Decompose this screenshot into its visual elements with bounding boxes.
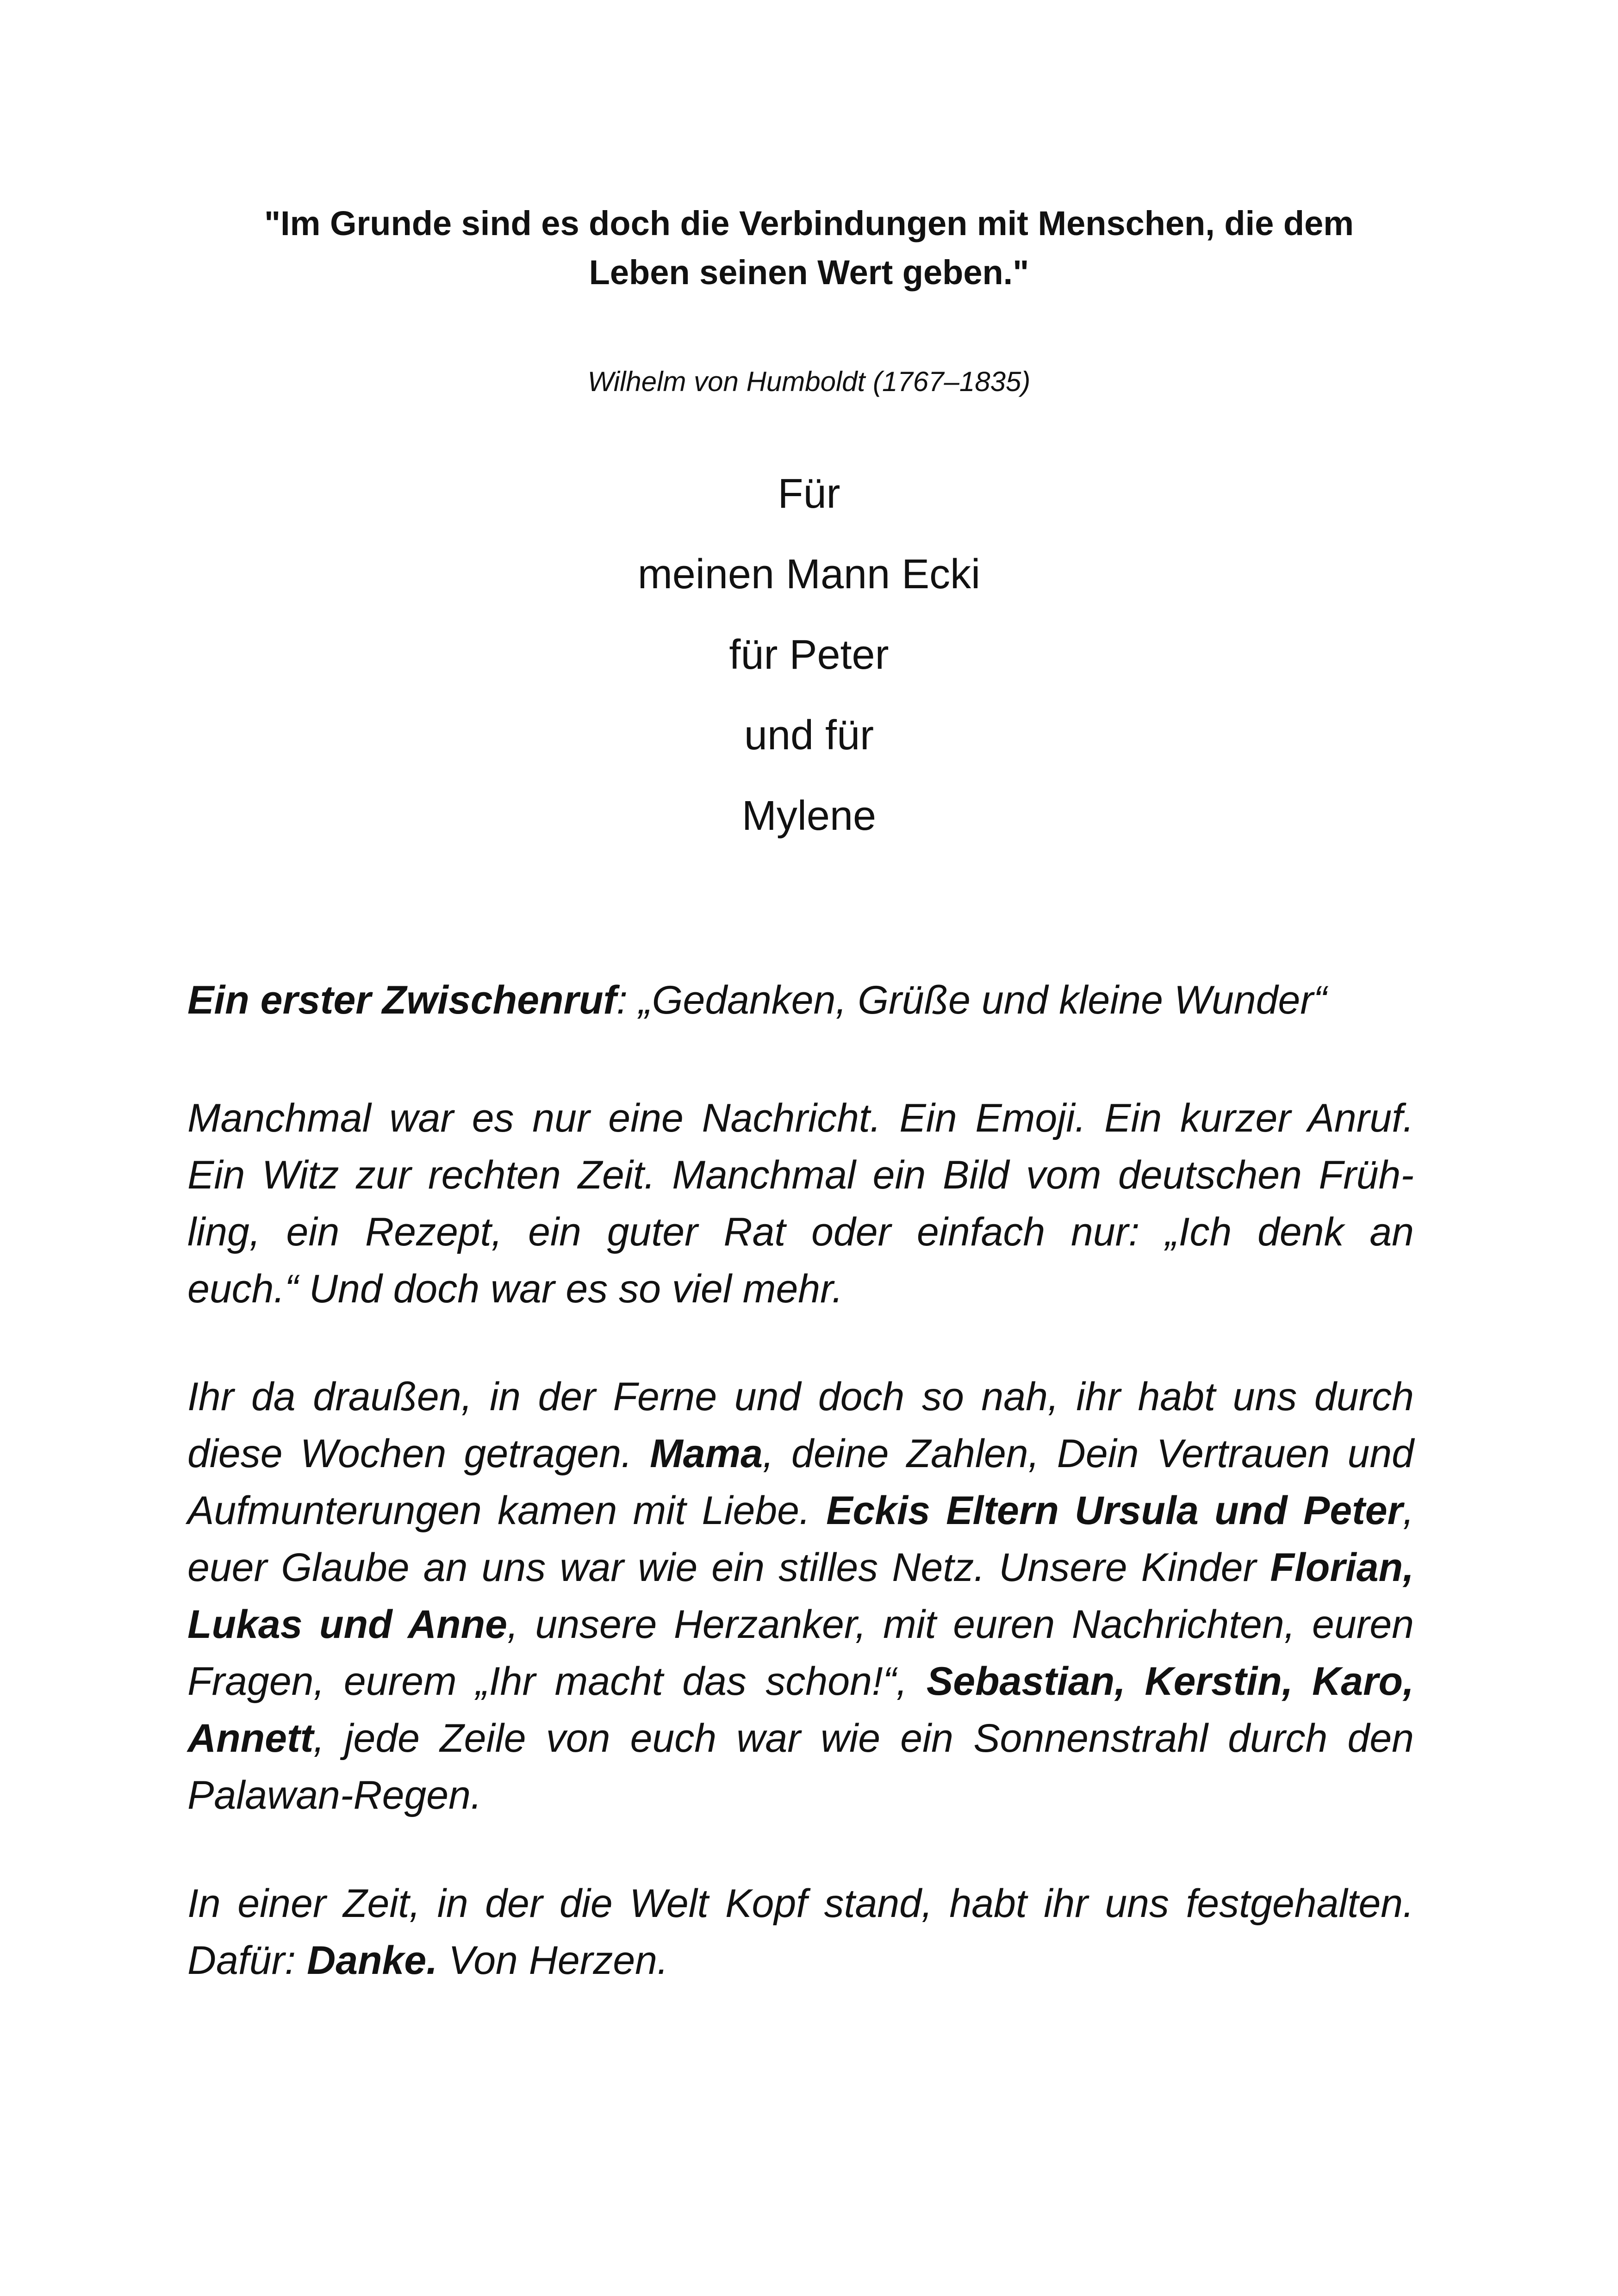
paragraph-line: euch.“ Und doch war es so viel mehr. xyxy=(187,1267,843,1311)
dedication xyxy=(531,454,1087,856)
paragraph-line: Aufmunterungen kamen mit Liebe. Eckis Eltern Ursula und Peter, xyxy=(187,1488,1414,1533)
dedication-line: meinen Mann Ecki xyxy=(637,551,981,597)
paragraph-line: Dafür: Danke. Von Herzen. xyxy=(187,1938,668,1983)
paragraph-line: Ein Witz zur rechten Zeit. Manchmal ein Bild vom deutschen Früh- xyxy=(187,1153,1414,1197)
quote-author: Wilhelm von Humboldt (1767–1835) xyxy=(587,366,1031,397)
paragraph xyxy=(187,1875,1414,1989)
paragraph-line: Fragen, eurem „Ihr macht das schon!“, Sebastian, Kerstin, Karo, xyxy=(187,1659,1414,1704)
paragraph-line: In einer Zeit, in der die Welt Kopf stand, habt ihr uns festgehalten. xyxy=(187,1881,1414,1926)
paragraph-line: Lukas und Anne, unsere Herzanker, mit euren Nachrichten, euren xyxy=(187,1602,1414,1647)
name-highlight: Sebastian, Kerstin, Karo, xyxy=(926,1659,1414,1704)
quote-line: "Im Grunde sind es doch die Verbindungen mit Menschen, die dem xyxy=(264,204,1354,243)
dedication-line: und für xyxy=(744,712,874,759)
paragraph-line: ling, ein Rezept, ein guter Rat oder einfach nur: „Ich denk an xyxy=(187,1210,1414,1254)
quote-line: Leben seinen Wert geben." xyxy=(589,253,1029,292)
heading-label: Ein erster Zwischenruf xyxy=(187,978,617,1022)
paragraph-line: Ihr da draußen, in der Ferne und doch so nah, ihr habt uns durch xyxy=(187,1375,1414,1419)
paragraph-line: Annett, jede Zeile von euch war wie ein Sonnenstrahl durch den xyxy=(187,1716,1414,1761)
dedication-line: Mylene xyxy=(741,793,877,839)
dedication-line: Für xyxy=(778,471,840,517)
name-highlight: Eckis Eltern Ursula und Peter xyxy=(826,1488,1403,1533)
name-highlight: Annett xyxy=(187,1716,314,1761)
paragraph xyxy=(187,1090,1414,1318)
paragraph-line: Manchmal war es nur eine Nachricht. Ein Emoji. Ein kurzer Anruf. xyxy=(187,1096,1414,1140)
thanks-highlight: Danke. xyxy=(307,1938,438,1983)
heading-subtitle: : „Gedanken, Grüße und kleine Wunder“ xyxy=(616,978,1327,1022)
name-highlight: Florian, xyxy=(1270,1545,1414,1590)
paragraph-line: Palawan-Regen. xyxy=(187,1773,482,1817)
section-heading xyxy=(187,972,1414,1029)
paragraph xyxy=(187,1369,1414,1824)
paragraph-line: diese Wochen getragen. Mama, deine Zahlen, Dein Vertrauen und xyxy=(187,1431,1414,1476)
name-highlight: Mama xyxy=(650,1431,763,1476)
name-highlight: Lukas und Anne xyxy=(187,1602,507,1647)
epigraph-quote xyxy=(176,199,1442,297)
paragraph-line: euer Glaube an uns war wie ein stilles Netz. Unsere Kinder Florian, xyxy=(187,1545,1414,1590)
dedication-line: für Peter xyxy=(729,632,889,678)
